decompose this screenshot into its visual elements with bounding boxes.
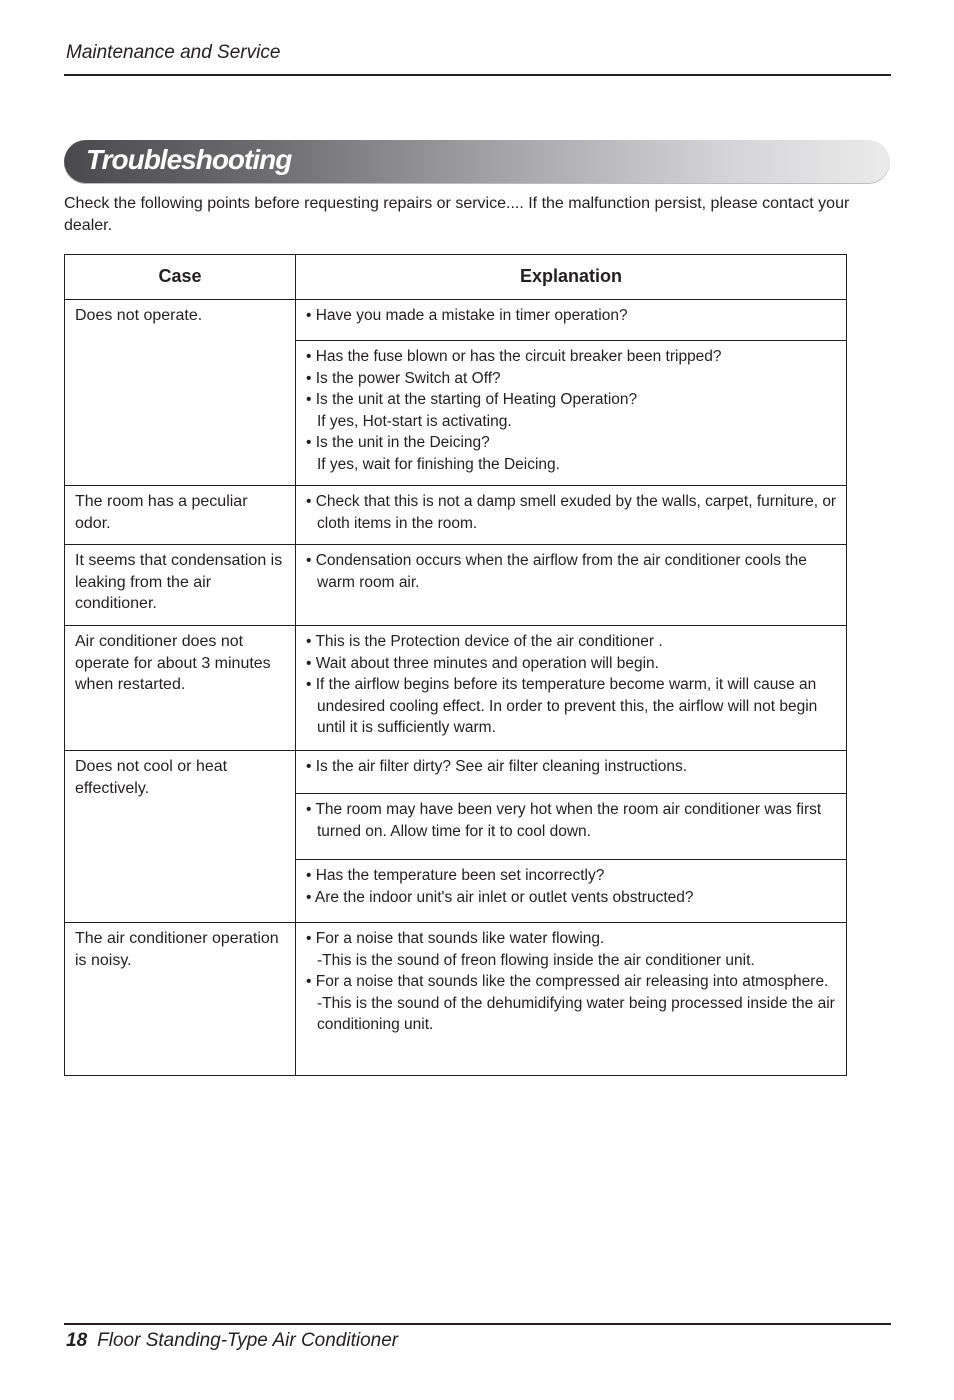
case-cell: Does not operate. xyxy=(65,300,296,486)
case-cell: It seems that condensation is leaking from the air conditioner. xyxy=(65,545,296,626)
explanation-line: -This is the sound of freon flowing inside the air conditioner unit. xyxy=(317,951,755,969)
explanation-cell xyxy=(296,751,847,794)
table-row xyxy=(65,923,847,1076)
intro-paragraph: Check the following points before requesting repairs or service.... If the malfunction persist, please contact your dealer. xyxy=(64,195,850,234)
explanation-line: If yes, wait for finishing the Deicing. xyxy=(317,455,560,473)
explanation-cell xyxy=(296,794,847,860)
explanation-line: • Is the power Switch at Off? xyxy=(306,369,501,387)
case-column-header: Case xyxy=(65,255,296,300)
explanation-line: • This is the Protection device of the air conditioner . xyxy=(306,633,663,650)
document-title: Floor Standing-Type Air Conditioner xyxy=(97,1330,399,1351)
explanation-line: • For a noise that sounds like the compressed air releasing into atmosphere. xyxy=(306,973,829,990)
footer-divider xyxy=(64,1323,891,1325)
table-row xyxy=(65,545,847,626)
explanation-cell xyxy=(296,300,847,341)
case-cell: The air conditioner operation is noisy. xyxy=(65,923,296,1076)
title-banner xyxy=(64,140,890,184)
table-row xyxy=(65,300,847,341)
header-divider xyxy=(64,74,891,76)
case-cell: The room has a peculiar odor. xyxy=(65,486,296,545)
case-cell: Does not cool or heat effectively. xyxy=(65,751,296,923)
page-title: Troubleshooting xyxy=(86,144,292,175)
table-row xyxy=(65,751,847,794)
explanation-line: • Is the air filter dirty? See air filter cleaning instructions. xyxy=(306,758,688,775)
explanation-line: • The room may have been very hot when the room air conditioner was first xyxy=(306,801,822,818)
table-header-row xyxy=(65,255,847,300)
explanation-line: • Have you made a mistake in timer operation? xyxy=(306,307,628,324)
explanation-line: conditioning unit. xyxy=(317,1016,434,1033)
explanation-cell xyxy=(296,486,847,545)
explanation-cell xyxy=(296,923,847,1076)
explanation-line: undesired cooling effect. In order to prevent this, the airflow will not begin xyxy=(317,697,818,715)
explanation-line: cloth items in the room. xyxy=(317,514,478,532)
header-section-title: Maintenance and Service xyxy=(66,42,281,63)
explanation-cell xyxy=(296,341,847,486)
troubleshooting-table xyxy=(64,254,847,1076)
explanation-cell xyxy=(296,860,847,923)
explanation-cell xyxy=(296,545,847,626)
explanation-line: • Has the fuse blown or has the circuit breaker been tripped? xyxy=(306,348,722,365)
explanation-line: • Wait about three minutes and operation will begin. xyxy=(306,654,659,672)
explanation-line: turned on. Allow time for it to cool down. xyxy=(317,822,591,840)
explanation-line: • Are the indoor unit's air inlet or outlet vents obstructed? xyxy=(306,888,694,906)
footer xyxy=(66,1330,398,1352)
explanation-line: • Condensation occurs when the airflow from the air conditioner cools the xyxy=(306,552,807,569)
explanation-line: • Is the unit at the starting of Heating Operation? xyxy=(306,391,638,408)
explanation-line: If yes, Hot-start is activating. xyxy=(317,412,512,430)
explanation-column-header: Explanation xyxy=(296,255,847,300)
case-cell: Air conditioner does not operate for about 3 minutes when restarted. xyxy=(65,626,296,751)
explanation-cell xyxy=(296,626,847,751)
table-row xyxy=(65,486,847,545)
explanation-line: • Has the temperature been set incorrectly? xyxy=(306,867,605,884)
explanation-line: • For a noise that sounds like water flowing. xyxy=(306,930,605,947)
explanation-line: • Check that this is not a damp smell exuded by the walls, carpet, furniture, or xyxy=(306,493,837,510)
explanation-line: until it is sufficiently warm. xyxy=(317,719,496,736)
explanation-line: -This is the sound of the dehumidifying water being processed inside the air xyxy=(317,994,835,1012)
table-row xyxy=(65,626,847,751)
explanation-line: warm room air. xyxy=(317,573,420,591)
page-number: 18 xyxy=(66,1330,88,1351)
explanation-line: • If the airflow begins before its temperature become warm, it will cause an xyxy=(306,676,817,693)
explanation-line: • Is the unit in the Deicing? xyxy=(306,434,490,451)
